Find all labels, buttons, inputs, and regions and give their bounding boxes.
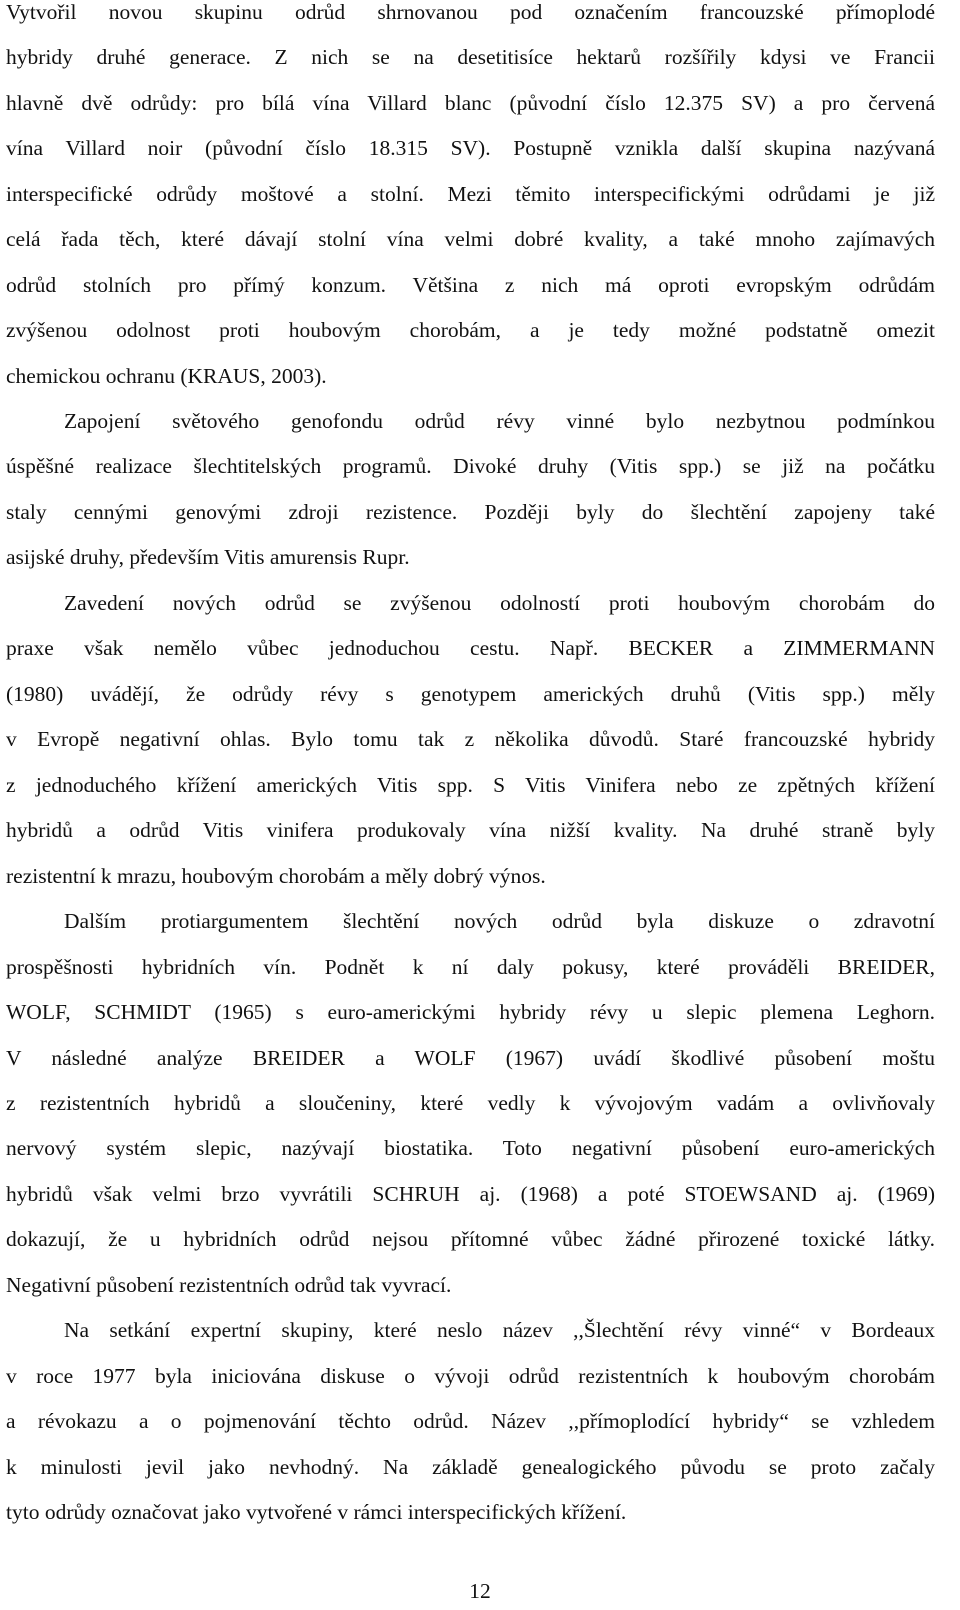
text-line: staly cennými genovými zdroji rezistence. Později byly do šlechtění zapojeny také <box>6 500 935 524</box>
text-line: rezistentní k mrazu, houbovým chorobám a měly dobrý výnos. <box>6 864 546 888</box>
text-line: hybridy druhé generace. Z nich se na desetitisíce hektarů rozšířily kdysi ve Francii <box>6 45 935 69</box>
text-line: v Evropě negativní ohlas. Bylo tomu tak z několika důvodů. Staré francouzské hybridy <box>6 727 935 751</box>
text-line: Zapojení světového genofondu odrůd révy vinné bylo nezbytnou podmínkou <box>64 409 935 433</box>
text-line: hybridů a odrůd Vitis vinifera produkovaly vína nižší kvality. Na druhé straně byly <box>6 818 935 842</box>
text-line: z rezistentních hybridů a sloučeniny, které vedly k vývojovým vadám a ovlivňovaly <box>6 1091 935 1115</box>
text-line: a révokazu a o pojmenování těchto odrůd. Název ,,přímoplodící hybridy“ se vzhledem <box>6 1409 935 1433</box>
text-line: odrůd stolních pro přímý konzum. Většina z nich má oproti evropským odrůdám <box>6 273 935 297</box>
text-line: Na setkání expertní skupiny, které neslo název ,,Šlechtění révy vinné“ v Bordeaux <box>64 1318 935 1342</box>
page-number: 12 <box>469 1579 491 1603</box>
text-line: k minulosti jevil jako nevhodný. Na základě genealogického původu se proto začaly <box>6 1455 935 1479</box>
text-line: chemickou ochranu (KRAUS, 2003). <box>6 364 327 388</box>
text-line: zvýšenou odolnost proti houbovým chorobám, a je tedy možné podstatně omezit <box>6 318 935 342</box>
text-line: Zavedení nových odrůd se zvýšenou odolností proti houbovým chorobám do <box>64 591 935 615</box>
text-line: tyto odrůdy označovat jako vytvořené v rámci interspecifických křížení. <box>6 1500 627 1524</box>
text-line: prospěšnosti hybridních vín. Podnět k ní daly pokusy, které prováděli BREIDER, <box>6 955 935 979</box>
text-line: v roce 1977 byla iniciována diskuse o vývoji odrůd rezistentních k houbovým chorobám <box>6 1364 935 1388</box>
text-line: Dalším protiargumentem šlechtění nových odrůd byla diskuze o zdravotní <box>64 909 935 933</box>
text-line: Vytvořil novou skupinu odrůd shrnovanou pod označením francouzské přímoplodé <box>6 0 935 24</box>
text-line: úspěšné realizace šlechtitelských programů. Divoké druhy (Vitis spp.) se již na počátku <box>6 454 935 478</box>
text-line: z jednoduchého křížení amerických Vitis spp. S Vitis Vinifera nebo ze zpětných křížení <box>6 773 935 797</box>
text-line: interspecifické odrůdy moštové a stolní. Mezi těmito interspecifickými odrůdami je již <box>6 182 935 206</box>
text-line: (1980) uvádějí, že odrůdy révy s genotypem amerických druhů (Vitis spp.) měly <box>6 682 935 706</box>
text-line: hlavně dvě odrůdy: pro bílá vína Villard blanc (původní číslo 12.375 SV) a pro červená <box>6 91 935 115</box>
text-line: Negativní působení rezistentních odrůd tak vyvrací. <box>6 1273 452 1297</box>
text-line: dokazují, že u hybridních odrůd nejsou přítomné vůbec žádné přirozené toxické látky. <box>6 1227 935 1251</box>
text-line: praxe však nemělo vůbec jednoduchou cestu. Např. BECKER a ZIMMERMANN <box>6 636 935 660</box>
text-line: celá řada těch, které dávají stolní vína velmi dobré kvality, a také mnoho zajímavých <box>6 227 935 251</box>
text-line: V následné analýze BREIDER a WOLF (1967) uvádí škodlivé působení moštu <box>6 1046 935 1070</box>
text-line: nervový systém slepic, nazývají biostatika. Toto negativní působení euro-amerických <box>6 1136 935 1160</box>
text-line: hybridů však velmi brzo vyvrátili SCHRUH aj. (1968) a poté STOEWSAND aj. (1969) <box>6 1182 935 1206</box>
text-line: WOLF, SCHMIDT (1965) s euro-americkými hybridy révy u slepic plemena Leghorn. <box>6 1000 935 1024</box>
text-line: asijské druhy, především Vitis amurensis Rupr. <box>6 545 410 569</box>
text-line: vína Villard noir (původní číslo 18.315 SV). Postupně vznikla další skupina nazývaná <box>6 136 935 160</box>
